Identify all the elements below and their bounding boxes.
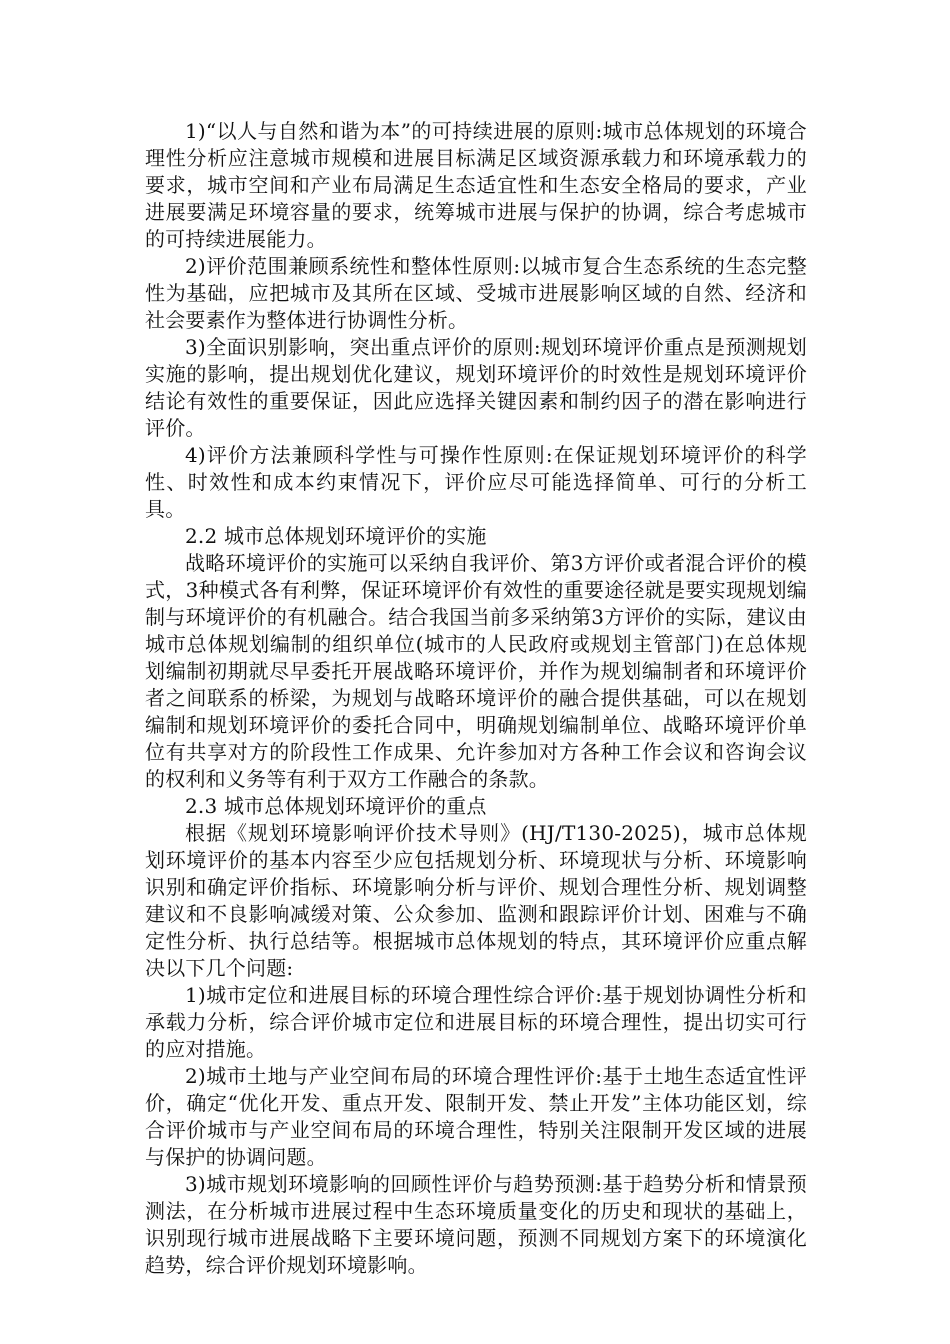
section-2-3-heading: 2.3 城市总体规划环境评价的重点	[185, 794, 487, 818]
document-body	[145, 118, 807, 1279]
principle-2-paragraph: 2)评价范围兼顾系统性和整体性原则:以城市复合生态系统的生态完整性为基础，应把城市及其所在区域、受城市进展影响区域的自然、经济和社会要素作为整体进行协调性分析。	[145, 254, 807, 332]
key-points-intro-paragraph: 根据《规划环境影响评价技术导则》(HJ/T130-2025)，城市总体规划环境评价的基本内容至少应包括规划分析、环境现状与分析、环境影响识别和确定评价指标、环境影响分析与评价、规划合理性分析、规划调整建议和不良影响减缓对策、公众参加、监测和跟踪评价计划、困难与不确定性分析、执行总结等。根据城市总体规划的特点，其环境评价应重点解决以下几个问题:	[145, 821, 807, 980]
principle-4-paragraph: 4)评价方法兼顾科学性与可操作性原则:在保证规划环境评价的科学性、时效性和成本约束情况下，评价应尽可能选择简单、可行的分析工具。	[145, 443, 807, 521]
section-2-2-heading: 2.2 城市总体规划环境评价的实施	[185, 524, 487, 548]
implementation-paragraph: 战略环境评价的实施可以采纳自我评价、第3方评价或者混合评价的模式，3种模式各有利弊，保证环境评价有效性的重要途径就是要实现规划编制与环境评价的有机融合。结合我国当前多采纳第3方评价的实际，建议由城市总体规划编制的组织单位(城市的人民政府或规划主管部门)在总体规划编制初期就尽早委托开展战略环境评价，并作为规划编制者和环境评价者之间联系的桥梁，为规划与战略环境评价的融合提供基础，可以在规划编制和规划环境评价的委托合同中，明确规划编制单位、战略环境评价单位有共享对方的阶段性工作成果、允许参加对方各种工作会议和咨询会议的权利和义务等有利于双方工作融合的条款。	[145, 551, 807, 791]
key-point-3-paragraph: 3)城市规划环境影响的回顾性评价与趋势预测:基于趋势分析和情景预测法，在分析城市进展过程中生态环境质量变化的历史和现状的基础上，识别现行城市进展战略下主要环境问题，预测不同规划方案下的环境演化趋势，综合评价规划环境影响。	[145, 1172, 807, 1277]
principle-3-paragraph: 3)全面识别影响，突出重点评价的原则:规划环境评价重点是预测规划实施的影响，提出规划优化建议，规划环境评价的时效性是规划环境评价结论有效性的重要保证，因此应选择关键因素和制约因子的潜在影响进行评价。	[145, 335, 807, 440]
key-point-2-paragraph: 2)城市土地与产业空间布局的环境合理性评价:基于土地生态适宜性评价，确定“优化开发、重点开发、限制开发、禁止开发”主体功能区划，综合评价城市与产业空间布局的环境合理性，特别关注限制开发区域的进展与保护的协调问题。	[145, 1064, 807, 1169]
key-point-1-paragraph: 1)城市定位和进展目标的环境合理性综合评价:基于规划协调性分析和承载力分析，综合评价城市定位和进展目标的环境合理性，提出切实可行的应对措施。	[145, 983, 807, 1061]
principle-1-paragraph: 1)“以人与自然和谐为本”的可持续进展的原则:城市总体规划的环境合理性分析应注意城市规模和进展目标满足区域资源承载力和环境承载力的要求，城市空间和产业布局满足生态适宜性和生态安全格局的要求，产业进展要满足环境容量的要求，统筹城市进展与保护的协调，综合考虑城市的可持续进展能力。	[145, 119, 807, 251]
